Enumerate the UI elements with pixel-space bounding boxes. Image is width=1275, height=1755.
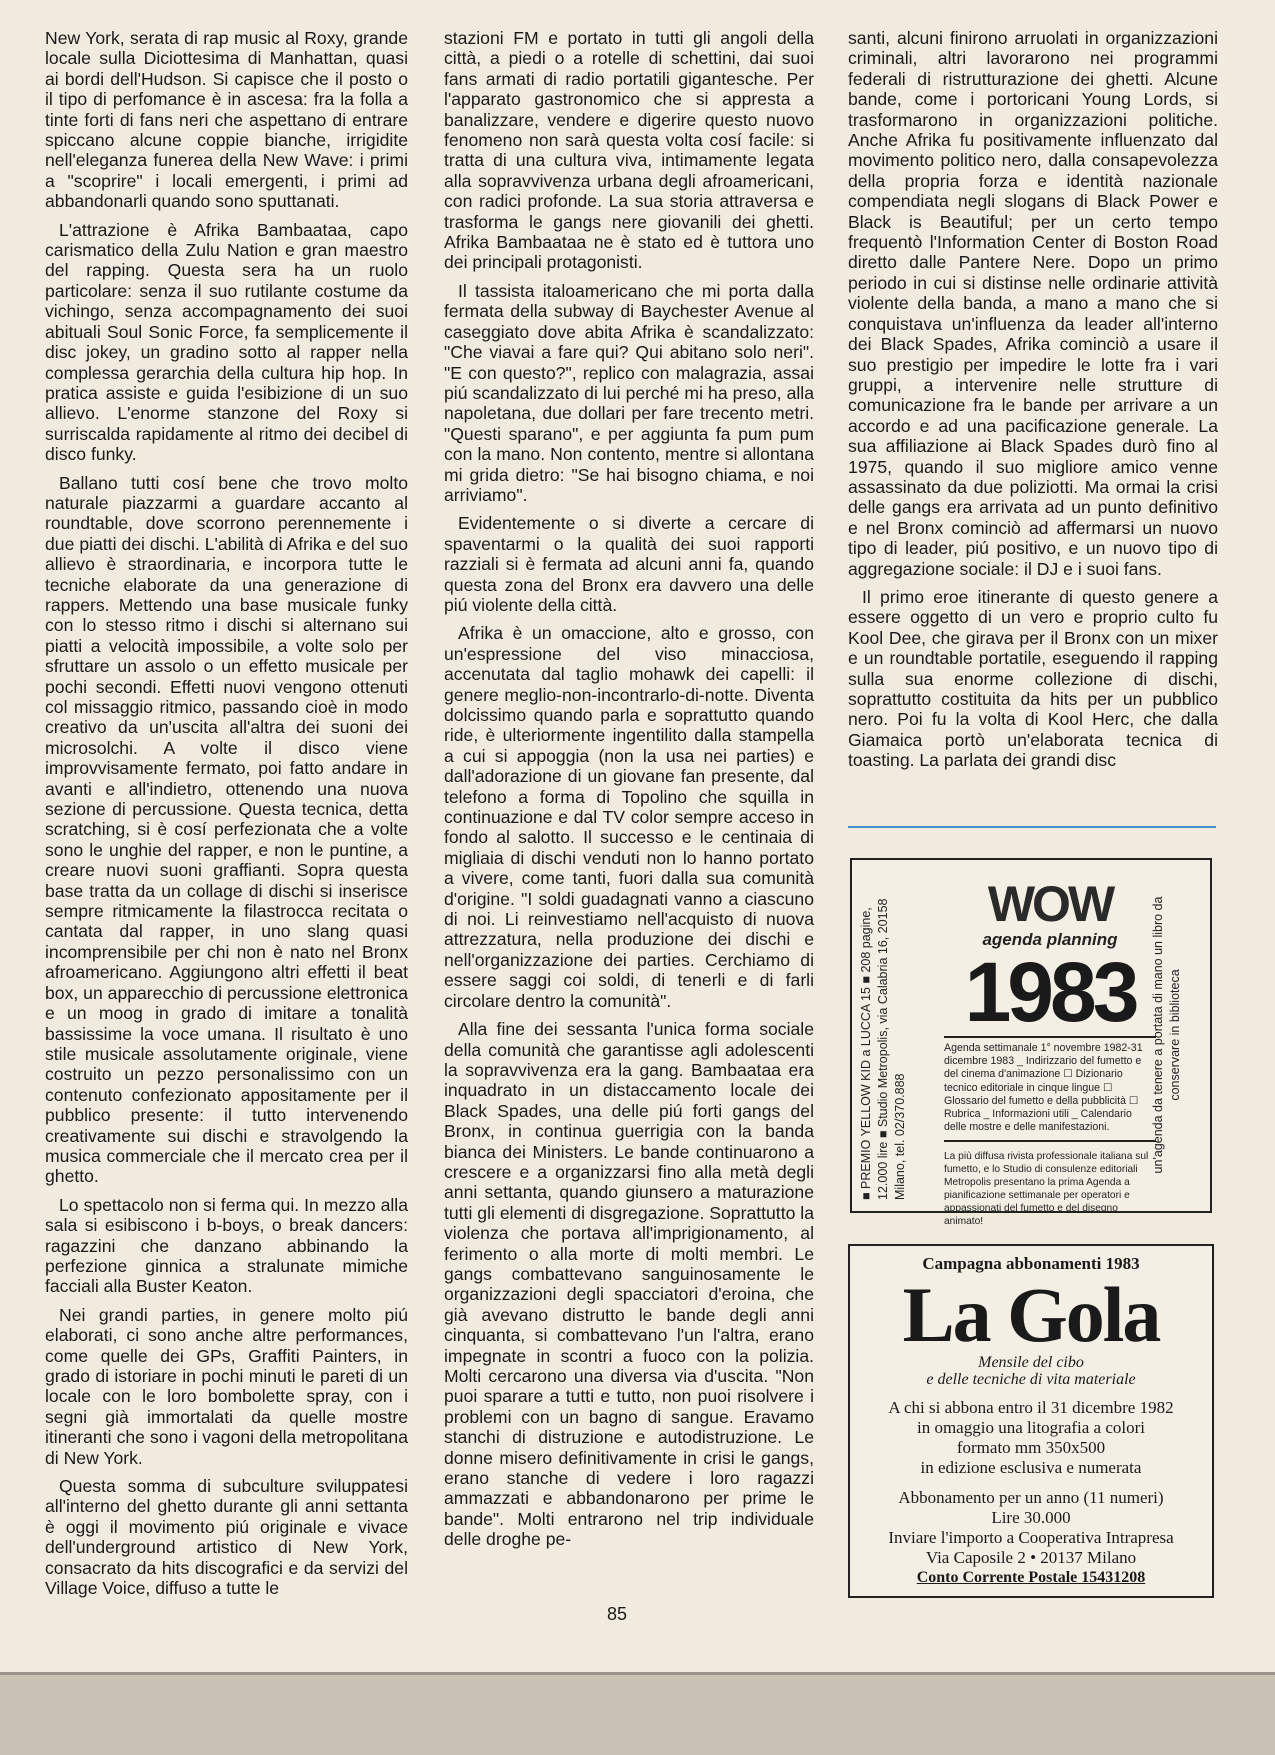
wow-subtitle: agenda planning <box>982 930 1118 949</box>
wow-agenda-advertisement <box>850 858 1212 1228</box>
article-paragraph: Nei grandi parties, in genere molto piú elaborati, ci sono anche altre performances, come quelle dei GPs, Graffiti Painters, in grado di istoriare in pochi minuti le pareti di un locale con le loro bombolette spray, con i segni già immortalati da quelle mostre itineranti che sono i vagoni della metropolitana di New York. <box>45 1304 408 1468</box>
article-paragraph: Alla fine dei sessanta l'unica forma sociale della comunità che garantisse agli adolescenti la sopravvivenza era la gang. Bambaataa era inquadrato in un distaccamento locale dei Black Spades, una delle piú forti gangs del Bronx, in continua guerrigia con la banda bianca dei Ministers. Le bande continuarono a crescere e a organizzarsi fino alla metà degli anni settanta, quando giunsero a maturazione tutti gli elementi di disgregazione. Soprattutto la violenza che portava all'imprigionamento, al ferimento o alla morte di molti membri. Le gangs combattevano sanguinosamente le organizzazioni degli spacciatori d'eroina, che già avevano distrutto le bande degli anni cinquanta, si combattevano l'un l'altra, erano impegnate in scontri a fuoco con la polizia. Molti cercarono una diversa via d'uscita. "Non puoi sparare a tutti e tutto, non puoi risolvere i problemi con un bagno di sangue. Eravamo stanchi di distruzione e autodistruzione. Le donne misero definitivamente in crisi le gangs, erano stanche di vedere i loro ragazzi ammazzati e abbandonarono per prime le bande". Molti entrarono nel trip individuale delle droghe pe- <box>444 1019 814 1550</box>
article-column-1 <box>45 28 408 1606</box>
article-paragraph: Il primo eroe itinerante di questo genere a essere oggetto di un vero e proprio culto fu Kool Dee, che girava per il Bronx con un mixer e un roundtable portatile, eseguendo il rapping sulla sua enorme collezione di dischi, soprattutto costituita da hits per un pubblico nero. Poi fu la volta di Kool Herc, che dalla Giamaica portò un'elaborata tecnica di toasting. La parlata dei grandi disc <box>848 586 1218 771</box>
page-number: 85 <box>607 1604 628 1624</box>
la-gola-offer-line: in omaggio una litografia a colori <box>916 1418 1145 1437</box>
la-gola-logo: La Gola <box>902 1271 1160 1358</box>
ad-side-text-left <box>858 870 946 1200</box>
la-gola-advertisement <box>848 1244 1214 1598</box>
la-gola-offer-line: formato mm 350x500 <box>956 1438 1106 1457</box>
article-paragraph: Evidentemente o si diverte a cercare di spaventarmi o la qualità dei suoi rapporti razziali si è fermata ad alcuni anni fa, quando questa zona del Bronx era davvero una delle piú violente della città. <box>444 513 814 615</box>
column-divider-rule <box>848 826 1216 828</box>
wow-year: 1983 <box>964 945 1136 1039</box>
article-paragraph: Lo spettacolo non si ferma qui. In mezzo alla sala si esibiscono i b-boys, o break dancers: ragazzini che danzano abbinando la perfezione ginnica a stralunate mimiche facciali alla Buster Keaton. <box>45 1194 408 1297</box>
ad-side-text-right-content: un'agenda da tenere a portata di mano un libro da conservare in biblioteca <box>1151 896 1182 1174</box>
article-paragraph: stazioni FM e portato in tutti gli angoli della città, a piedi o a rotelle di schettini, dai suoi fans armati di radio portatili gigantesche. Per l'apparato gastronomico che si appresta a banalizzare, vendere e digerire questo nuovo fenomeno non sarà questa volta cosí facile: si tratta di una cultura viva, intimamente legata alla sopravvivenza urbana degli afroamericani, con radici profonde. La sua storia attraversa e trasforma le gangs nere giovanili dei ghetti. Afrika Bambaataa ne è stato ed è tuttora uno dei principali protagonisti. <box>444 28 814 273</box>
la-gola-offer <box>850 1398 1212 1478</box>
la-gola-campaign: Campagna abbonamenti 1983 <box>922 1254 1140 1273</box>
la-gola-price <box>850 1488 1212 1528</box>
la-gola-price-line: Abbonamento per un anno (11 numeri) <box>898 1488 1164 1507</box>
article-paragraph: L'attrazione è Afrika Bambaataa, capo carismatico della Zulu Nation e gran maestro del rapping. Questa sera ha un ruolo particolare: senza il suo rutilante costume da vichingo, senza accompagnamento dei suoi abituali Soul Sonic Force, fa semplicemente il disc jokey, un gradino sotto al rapper nella complessa gerarchia della cultura hip hop. In pratica assiste e guida l'esibizione di un suo allievo. L'enorme stanzone del Roxy si surriscalda rapidamente al ritmo dei decibel di disco funky. <box>45 219 408 465</box>
la-gola-offer-line: A chi si abbona entro il 31 dicembre 1982 <box>888 1398 1174 1417</box>
la-gola-account: Conto Corrente Postale 15431208 <box>916 1569 1146 1586</box>
article-paragraph: Questa somma di subculture sviluppatesi all'interno del ghetto durante gli anni settanta è oggi il movimento piú originale e vivace dell'underground artistico di New York, consacrato da hits discografici e da servizi del Village Voice, diffuso a tutte le <box>45 1476 408 1599</box>
article-column-2 <box>444 28 814 1558</box>
la-gola-offer-line: in edizione esclusiva e numerata <box>920 1458 1142 1477</box>
ad-center-block <box>944 876 1156 1228</box>
la-gola-price-line: Lire 30.000 <box>991 1508 1071 1527</box>
scan-background-strip <box>0 1672 1275 1755</box>
article-paragraph: Il tassista italoamericano che mi porta dalla fermata della subway di Baychester Avenue al caseggiato dove abita Afrika è scandalizzato: "Che viavai a fare qui? Qui abitano solo neri". "E con questo?", replico con malagrazia, assai piú scandalizzato di lui perché mi ha preso, alla napoletana, due dollari per fare trecento metri. "Questi sparano", e per aggiunta fa pum pum con la mano. Non contento, mentre si allontana mi grida dietro: "Se hai bisogno chiama, e noi arriviamo". <box>444 280 814 505</box>
article-column-3 <box>848 28 1218 779</box>
article-paragraph: Ballano tutti cosí bene che trovo molto naturale piazzarmi a guardare accanto al roundtable, dove scorrono perennemente i due piatti dei dischi. L'abilità di Afrika e del suo allievo è straordinaria, e incorpora tutte le tecniche elaborate da una generazione di rappers. Mettendo una base musicale funky con lo stesso ritmo i dischi si alternano sui piatti a velocità impossibile, a volte solo per sfruttare un assolo o un effetto musicale per pochi secondi. Effetti nuovi vengono ottenuti col missaggio ritmico, passando cioè in modo creativo da un'uscita all'altra dei suoni dei microsolchi. A volte il disco viene improvvisamente fermato, poi fatto andare in avanti e all'indietro, ottenendo una nuova sezione di percussione. Questa tecnica, detta scratching, si è cosí perfezionata che a volte sono le unghie del rapper, e non le puntine, a creare nuovi suoni graffianti. Sopra questa base tratta da un collage di dischi si inserisce sempre ritmicamente la filastrocca recitata o cantata dal rapper, in uno slang quasi incomprensibile per chi non è nato nel Bronx afroamericano. Aggiungono altri effetti il beat box, un apparecchio di percussione elettronica e un moog in grado di imitare a tonalità bassissime la voce umana. Il risultato è uno stile musicale assolutamente originale, viene costruito un pezzo personalissimo con un contenuto confezionato appositamente per il pubblico presente: il tutto intervenendo creativamente sui dischi e stravolgendo la musica commerciale che il mercato crea per il ghetto. <box>45 472 408 1187</box>
article-paragraph: New York, serata di rap music al Roxy, grande locale sulla Diciottesima di Manhattan, quasi ai bordi dell'Hudson. Si capisce che il posto o il tipo di perfomance è in ascesa: fra la folla a tinte forti di fans neri che aspettano di entrare spiccano alcune coppie bianche, irrigidite nell'eleganza funerea della New Wave: i primi a "scoprire" i locali emergenti, i primi ad abbandonarli quando sono sputtanati. <box>45 28 408 212</box>
ad-side-text-left-content: ■ PREMIO YELLOW KID a LUCCA 15 ■ 208 pagine, 12.000 lire ■ Studio Metropolis, via Calabria 16, 20158 Milano, tel. 02/370.888 <box>859 898 907 1200</box>
la-gola-subtitle-1: Mensile del cibo <box>978 1354 1084 1371</box>
article-paragraph: Afrika è un omaccione, alto e grosso, con un'espressione del viso minacciosa, accenutata dal taglio mohawk dei capelli: il genere meglio-non-incontrarlo-di-notte. Diventa dolcissimo quando parla e soprattutto quando ride, è ulteriormente ingentilito dalla stampella a cui si appoggia (non la usa nei parties) e dall'adorazione di un giovane fan presente, dal telefono a forma di Topolino che squilla in continuazione e dal TV color sempre acceso in fondo al salotto. Il successo e le centinaia di migliaia di dischi venduti non lo hanno portato a vivere, come tanti, fuori dalla sua comunità d'origine. "I soldi guadagnati vanno a ciascuno di noi. Li reinvestiamo nell'acquisto di nuova attrezzatura, nella produzione dei dischi e nell'organizzazione dei parties. Cerchiamo di essere saggi coi soldi, di tenerli e di farli circolare dentro la comunità". <box>444 623 814 1011</box>
wow-logo: WOW <box>987 876 1113 932</box>
ad-side-text-right <box>1150 870 1206 1200</box>
wow-promo-text: La più diffusa rivista professionale italiana sul fumetto, e lo Studio di consulenze editoriali Metropolis presentano la prima Agenda a pianificazione settimanale per operatori e appassionati del fumetto e del disegno animato! <box>944 1151 1149 1228</box>
la-gola-send-line: Inviare l'importo a Cooperativa Intrapresa <box>888 1528 1174 1547</box>
la-gola-address: Via Caposile 2 • 20137 Milano <box>925 1548 1137 1567</box>
wow-description: Agenda settimanale 1° novembre 1982-31 dicembre 1983 _ Indirizzario del fumetto e del cinema d'animazione ☐ Dizionario tecnico editoriale in cinque lingue ☐ Glossario del fumetto e della pubblicità ☐ Rubrica _ Informazioni utili _ Calendario delle mostre e delle manifestazioni. <box>944 1036 1156 1142</box>
article-paragraph: santi, alcuni finirono arruolati in organizzazioni criminali, altri lavorarono nei programmi federali di ristrutturazione dei ghetti. Alcune bande, come i portoricani Young Lords, si trasformarono in organizzazioni politiche. Anche Afrika fu positivamente influenzato dal movimento politico nero, dalla consapevolezza della propria forza e identità nazionale compendiata negli slogans di Black Power e Black is Beautiful; per un certo tempo frequentò l'Information Center di Boston Road diretto dalle Pantere Nere. Dopo un primo periodo in cui si distinse nelle ordinarie attività violente della banda, a mano a mano che si conquistava un'influenza da leader all'interno dei Black Spades, Afrika cominciò a usare il suo prestigio per impedire le lotte fra i vari gruppi, a intervenire nelle strutture di comunicazione fra le bande per arrivare a un accordo e ad una pacificazione generale. La sua affiliazione ai Black Spades durò fino al 1975, quando il suo migliore amico venne assassinato da due poliziotti. Ma ormai la crisi delle gangs era arrivata ad un punto definitivo e nel Bronx cominciò ad affermarsi un nuovo tipo di leader, piú positivo, e un nuovo tipo di aggregazione sociale: il DJ e i suoi fans. <box>848 28 1218 579</box>
page-edge-shadow <box>0 1672 1275 1675</box>
la-gola-subtitle-2: e delle tecniche di vita materiale <box>926 1371 1136 1388</box>
